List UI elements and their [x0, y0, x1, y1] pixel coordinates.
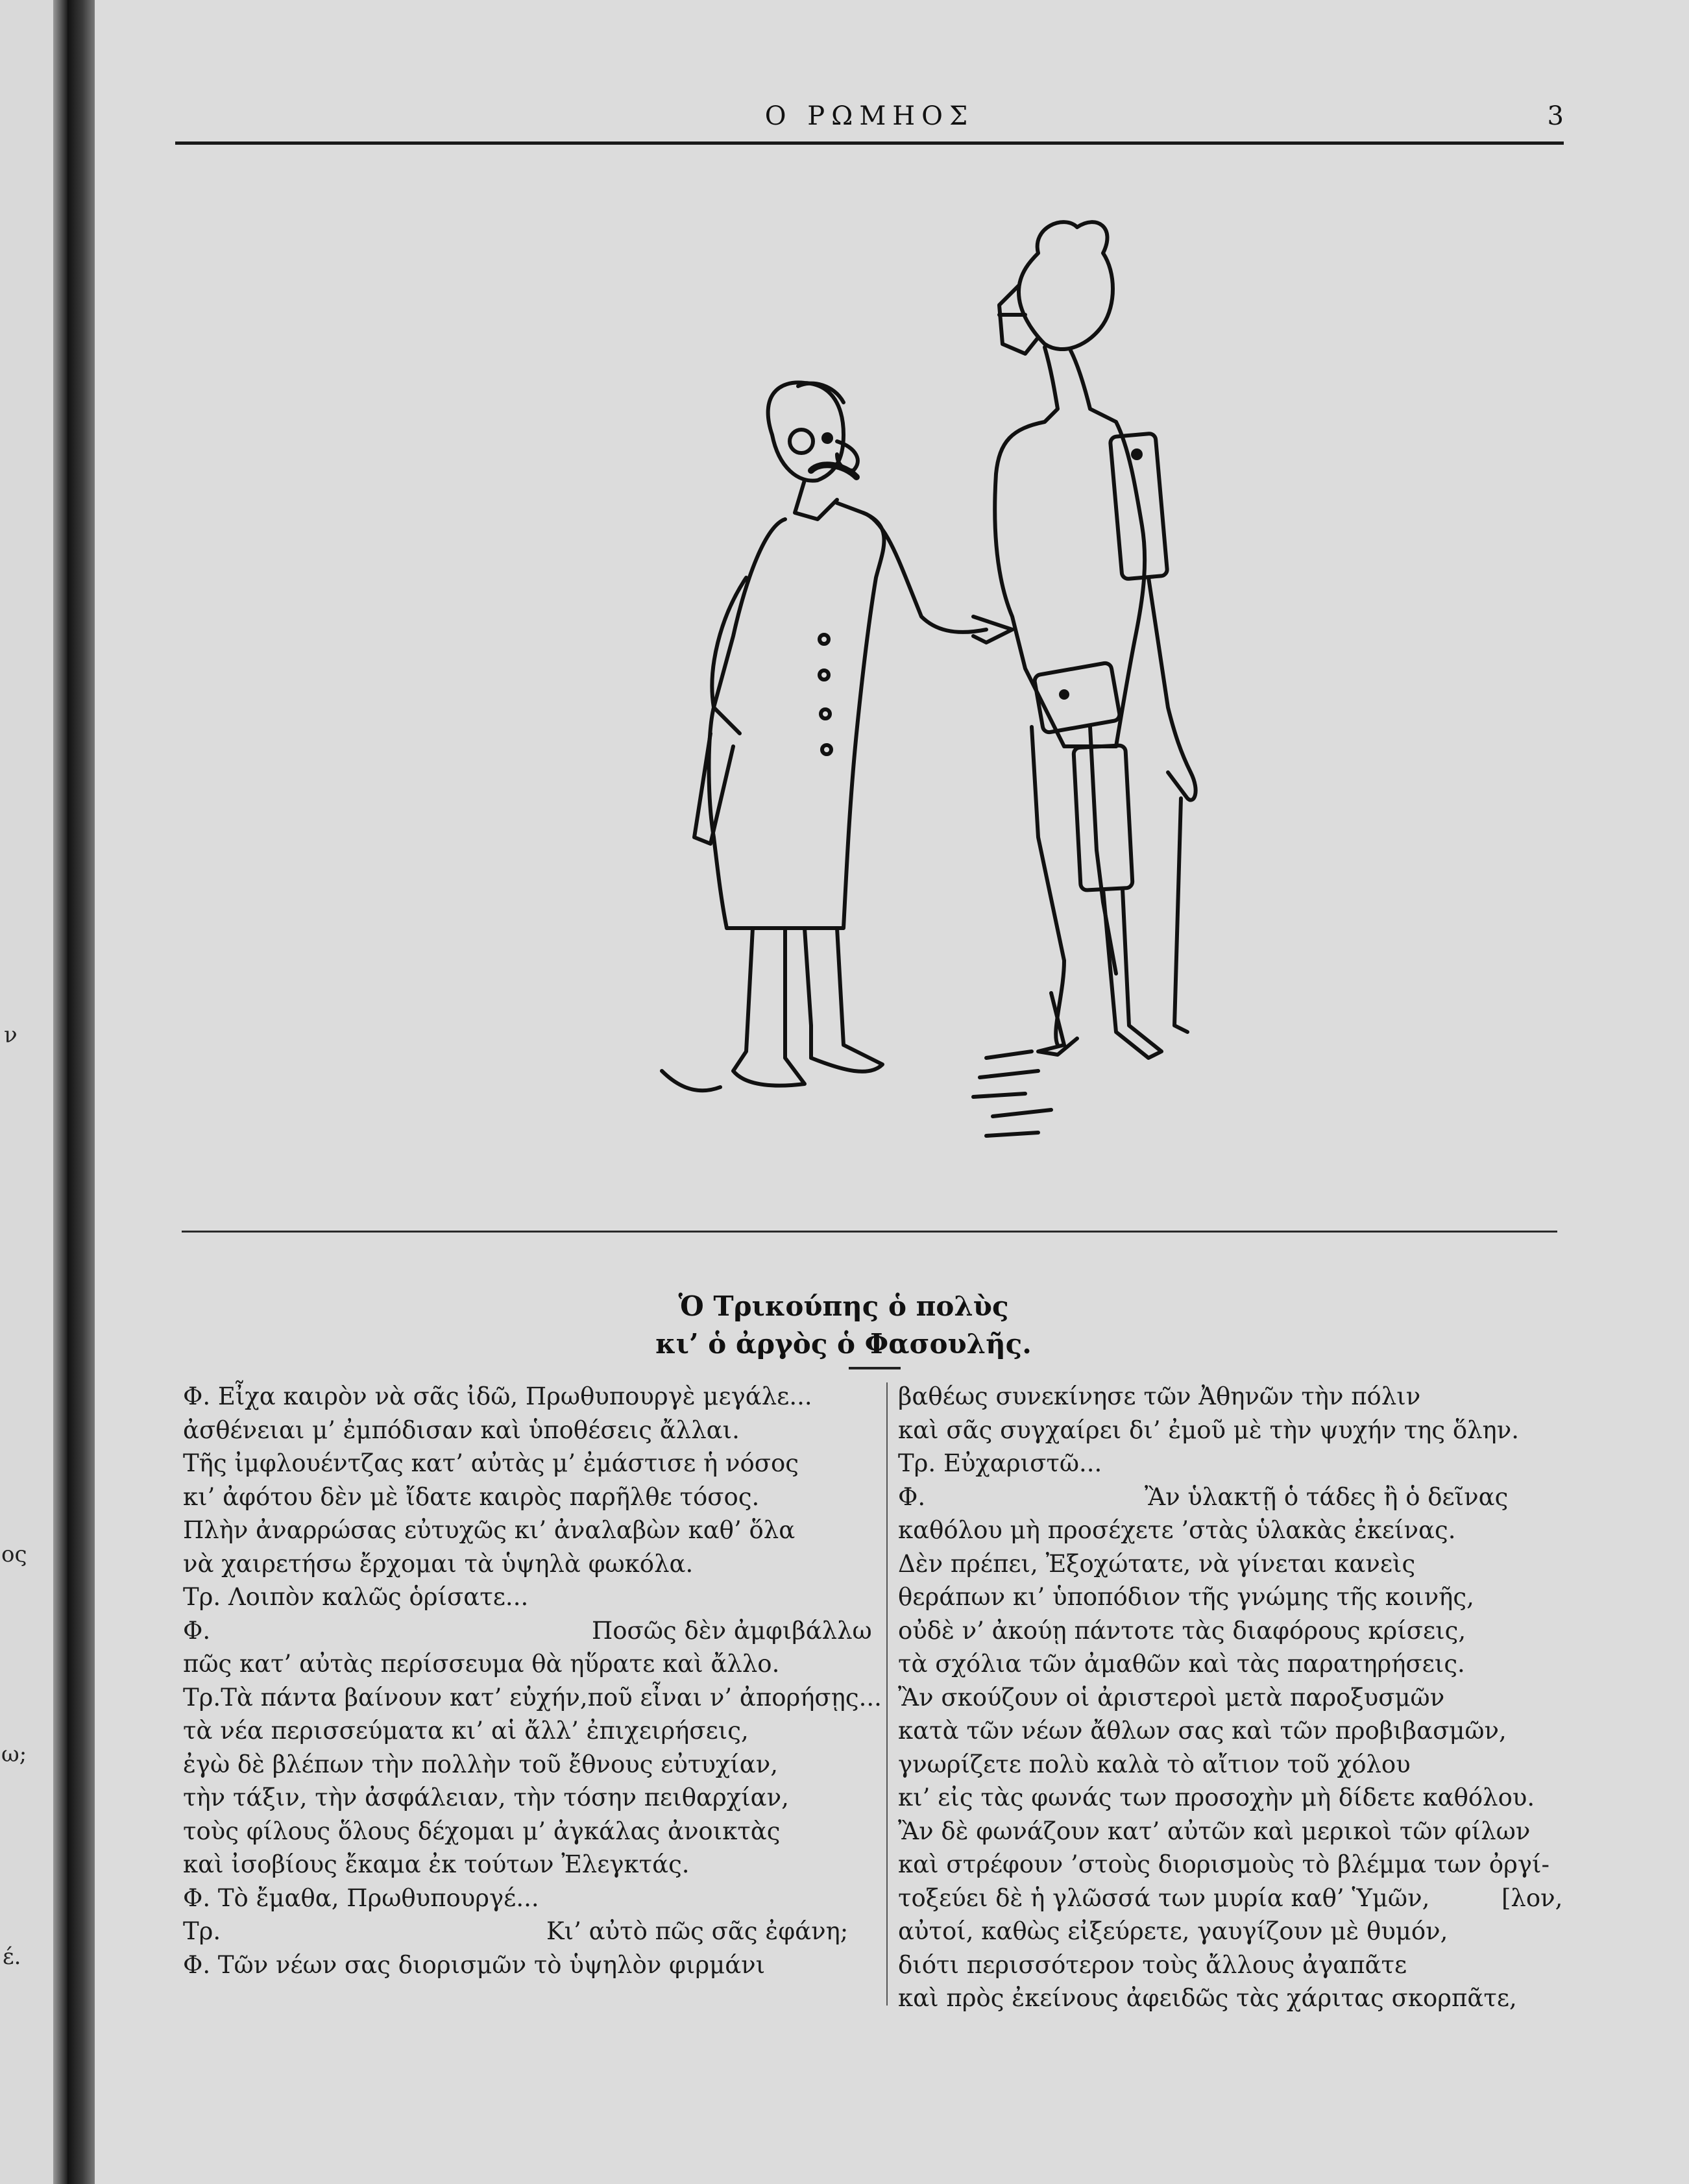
verse-line: [183, 1915, 877, 1948]
dialogue-right-column: [898, 1380, 1573, 2015]
verse-line: [183, 1614, 877, 1648]
verse-line: αὐτοί, καθὼς εἰξεύρετε, γαυγίζουν μὲ θυμόν,: [898, 1917, 1448, 1945]
caricature-fasoulis: [973, 222, 1196, 1136]
verse-line: καὶ στρέφουν ’στοὺς διορισμοὺς τὸ βλέμμα των ὀργί-: [898, 1850, 1549, 1878]
verse-line: πῶς κατ’ αὐτὰς περίσσευμα θὰ ηὕρατε καὶ ἄλλο.: [183, 1650, 780, 1678]
caricature-tricoupis: [662, 382, 1012, 1090]
page-number: 3: [1547, 101, 1564, 131]
dialogue-left-column: [183, 1380, 882, 1982]
headline-rule: [849, 1367, 901, 1369]
speaker-label: Τρ.: [183, 1917, 221, 1945]
verse-line: τὰ νέα περισσεύματα κι’ αἱ ἄλλ’ ἐπιχειρήσεις,: [183, 1717, 749, 1745]
book-gutter: [67, 0, 95, 2184]
newspaper-title: Ο ΡΩΜΗΟΣ: [764, 101, 975, 131]
verse-line: νὰ χαιρετήσω ἔρχομαι τὰ ὑψηλὰ φωκόλα.: [183, 1549, 694, 1578]
speaker-label: Φ.: [183, 1616, 211, 1645]
header-rule: [175, 141, 1564, 145]
verse-line: Πλὴν ἀναρρώσας εὐτυχῶς κι’ ἀναλαβὼν καθ’ ὅλα: [183, 1516, 796, 1544]
verse-line: Φ. Εἶχα καιρὸν νὰ σᾶς ἰδῶ, Πρωθυπουργὲ μεγάλε...: [183, 1382, 812, 1410]
edge-fragment: ω;: [1, 1741, 27, 1767]
verse-line: τὴν τάξιν, τὴν ἀσφάλειαν, τὴν τόσην πειθαρχίαν,: [183, 1784, 789, 1811]
verse-line: οὐδὲ ν’ ἀκούῃ πάντοτε τὰς διαφόρους κρίσεις,: [898, 1616, 1466, 1645]
verse-line: ἐγὼ δὲ βλέπων τὴν πολλὴν τοῦ ἔθνους εὐτυχίαν,: [183, 1750, 779, 1778]
verse-line: διότι περισσότερον τοὺς ἄλλους ἀγαπᾶτε: [898, 1950, 1407, 1979]
speaker-label: Φ.: [898, 1482, 926, 1511]
verse-text: τοξεύει δὲ ἡ γλῶσσά των μυρία καθ’ Ὑμῶν,: [898, 1883, 1430, 1912]
edge-shadow: [53, 0, 67, 2184]
verse-line: κι’ εἰς τὰς φωνάς των προσοχὴν μὴ δίδετε καθόλου.: [898, 1784, 1535, 1811]
verse-line: Φ. Τὸ ἔμαθα, Πρωθυπουργέ...: [183, 1883, 539, 1912]
verse-line: Φ. Τῶν νέων σας διορισμῶν τὸ ὑψηλὸν φιρμάνι: [183, 1950, 766, 1979]
column-divider: [886, 1382, 888, 2006]
verse-line: Τρ. Εὐχαριστῶ...: [898, 1449, 1102, 1477]
page-header: [175, 78, 1564, 149]
verse-line: Δὲν πρέπει, Ἐξοχώτατε, νὰ γίνεται κανεὶς: [898, 1549, 1416, 1578]
verse-continuation: Ἂν ὑλακτῇ ὁ τάδες ἢ ὁ δεῖνας: [1145, 1482, 1509, 1511]
verse-line: βαθέως συνεκίνησε τῶν Ἀθηνῶν τὴν πόλιν: [898, 1382, 1421, 1410]
verse-line: καὶ πρὸς ἐκείνους ἀφειδῶς τὰς χάριτας σκορπᾶτε,: [898, 1984, 1517, 2012]
verse-continuation: [λον,: [1501, 1883, 1563, 1912]
verse-line: κι’ ἀφότου δὲν μὲ ἴδατε καιρὸς παρῆλθε τόσος.: [183, 1482, 760, 1511]
cartoon-illustration: [649, 214, 1233, 1194]
edge-fragment: ος: [1, 1541, 27, 1567]
headline-line: Ὁ Τρικούπης ὁ πολὺς: [678, 1290, 1009, 1322]
verse-line: ἀσθένειαι μ’ ἐμπόδισαν καὶ ὑποθέσεις ἄλλαι.: [183, 1416, 740, 1444]
headline-line: κι’ ὁ ἀργὸς ὁ Φασουλῆς.: [655, 1328, 1032, 1360]
edge-fragment: ν: [4, 1022, 18, 1048]
verse-line: [898, 1480, 1573, 1514]
verse-line: Τῆς ἰμφλουέντζας κατ’ αὐτὰς μ’ ἐμάστισε ἡ νόσος: [183, 1449, 799, 1477]
verse-line: γνωρίζετε πολὺ καλὰ τὸ αἴτιον τοῦ χόλου: [898, 1750, 1411, 1778]
section-rule: [182, 1231, 1557, 1233]
verse-line: Τρ.Τὰ πάντα βαίνουν κατ’ εὐχήν,ποῦ εἶναι ν’ ἀπορήσῃς...: [183, 1683, 882, 1712]
previous-page-edge: [0, 0, 67, 2184]
verse-line: τὰ σχόλια τῶν ἀμαθῶν καὶ τὰς παρατηρήσεις.: [898, 1650, 1465, 1678]
verse-line: Ἂν δὲ φωνάζουν κατ’ αὐτῶν καὶ μερικοὶ τῶν φίλων: [898, 1817, 1531, 1845]
verse-line: Ἂν σκούζουν οἱ ἀριστεροὶ μετὰ παροξυσμῶν: [898, 1683, 1445, 1712]
verse-continuation: Ποσῶς δὲν ἀμφιβάλλω: [592, 1616, 872, 1645]
verse-line: καὶ σᾶς συγχαίρει δι’ ἐμοῦ μὲ τὴν ψυχήν της ὅλην.: [898, 1416, 1519, 1444]
verse-continuation: Κι’ αὐτὸ πῶς σᾶς ἐφάνη;: [546, 1917, 849, 1945]
verse-line: θεράπων κι’ ὑποπόδιον τῆς γνώμης τῆς κοινῆς,: [898, 1583, 1474, 1611]
verse-line: κατὰ τῶν νέων ἄθλων σας καὶ τῶν προβιβασμῶν,: [898, 1717, 1507, 1745]
verse-line: τοὺς φίλους ὅλους δέχομαι μ’ ἀγκάλας ἀνοικτὰς: [183, 1817, 781, 1845]
article-headline: [584, 1288, 1103, 1363]
verse-line: Τρ. Λοιπὸν καλῶς ὁρίσατε...: [183, 1583, 529, 1611]
verse-line: [898, 1882, 1573, 1915]
verse-line: καὶ ἰσοβίους ἔκαμα ἐκ τούτων Ἐλεγκτάς.: [183, 1850, 690, 1878]
edge-fragment: έ.: [3, 1944, 21, 1970]
verse-line: καθόλου μὴ προσέχετε ’στὰς ὑλακὰς ἐκείνας.: [898, 1516, 1456, 1544]
